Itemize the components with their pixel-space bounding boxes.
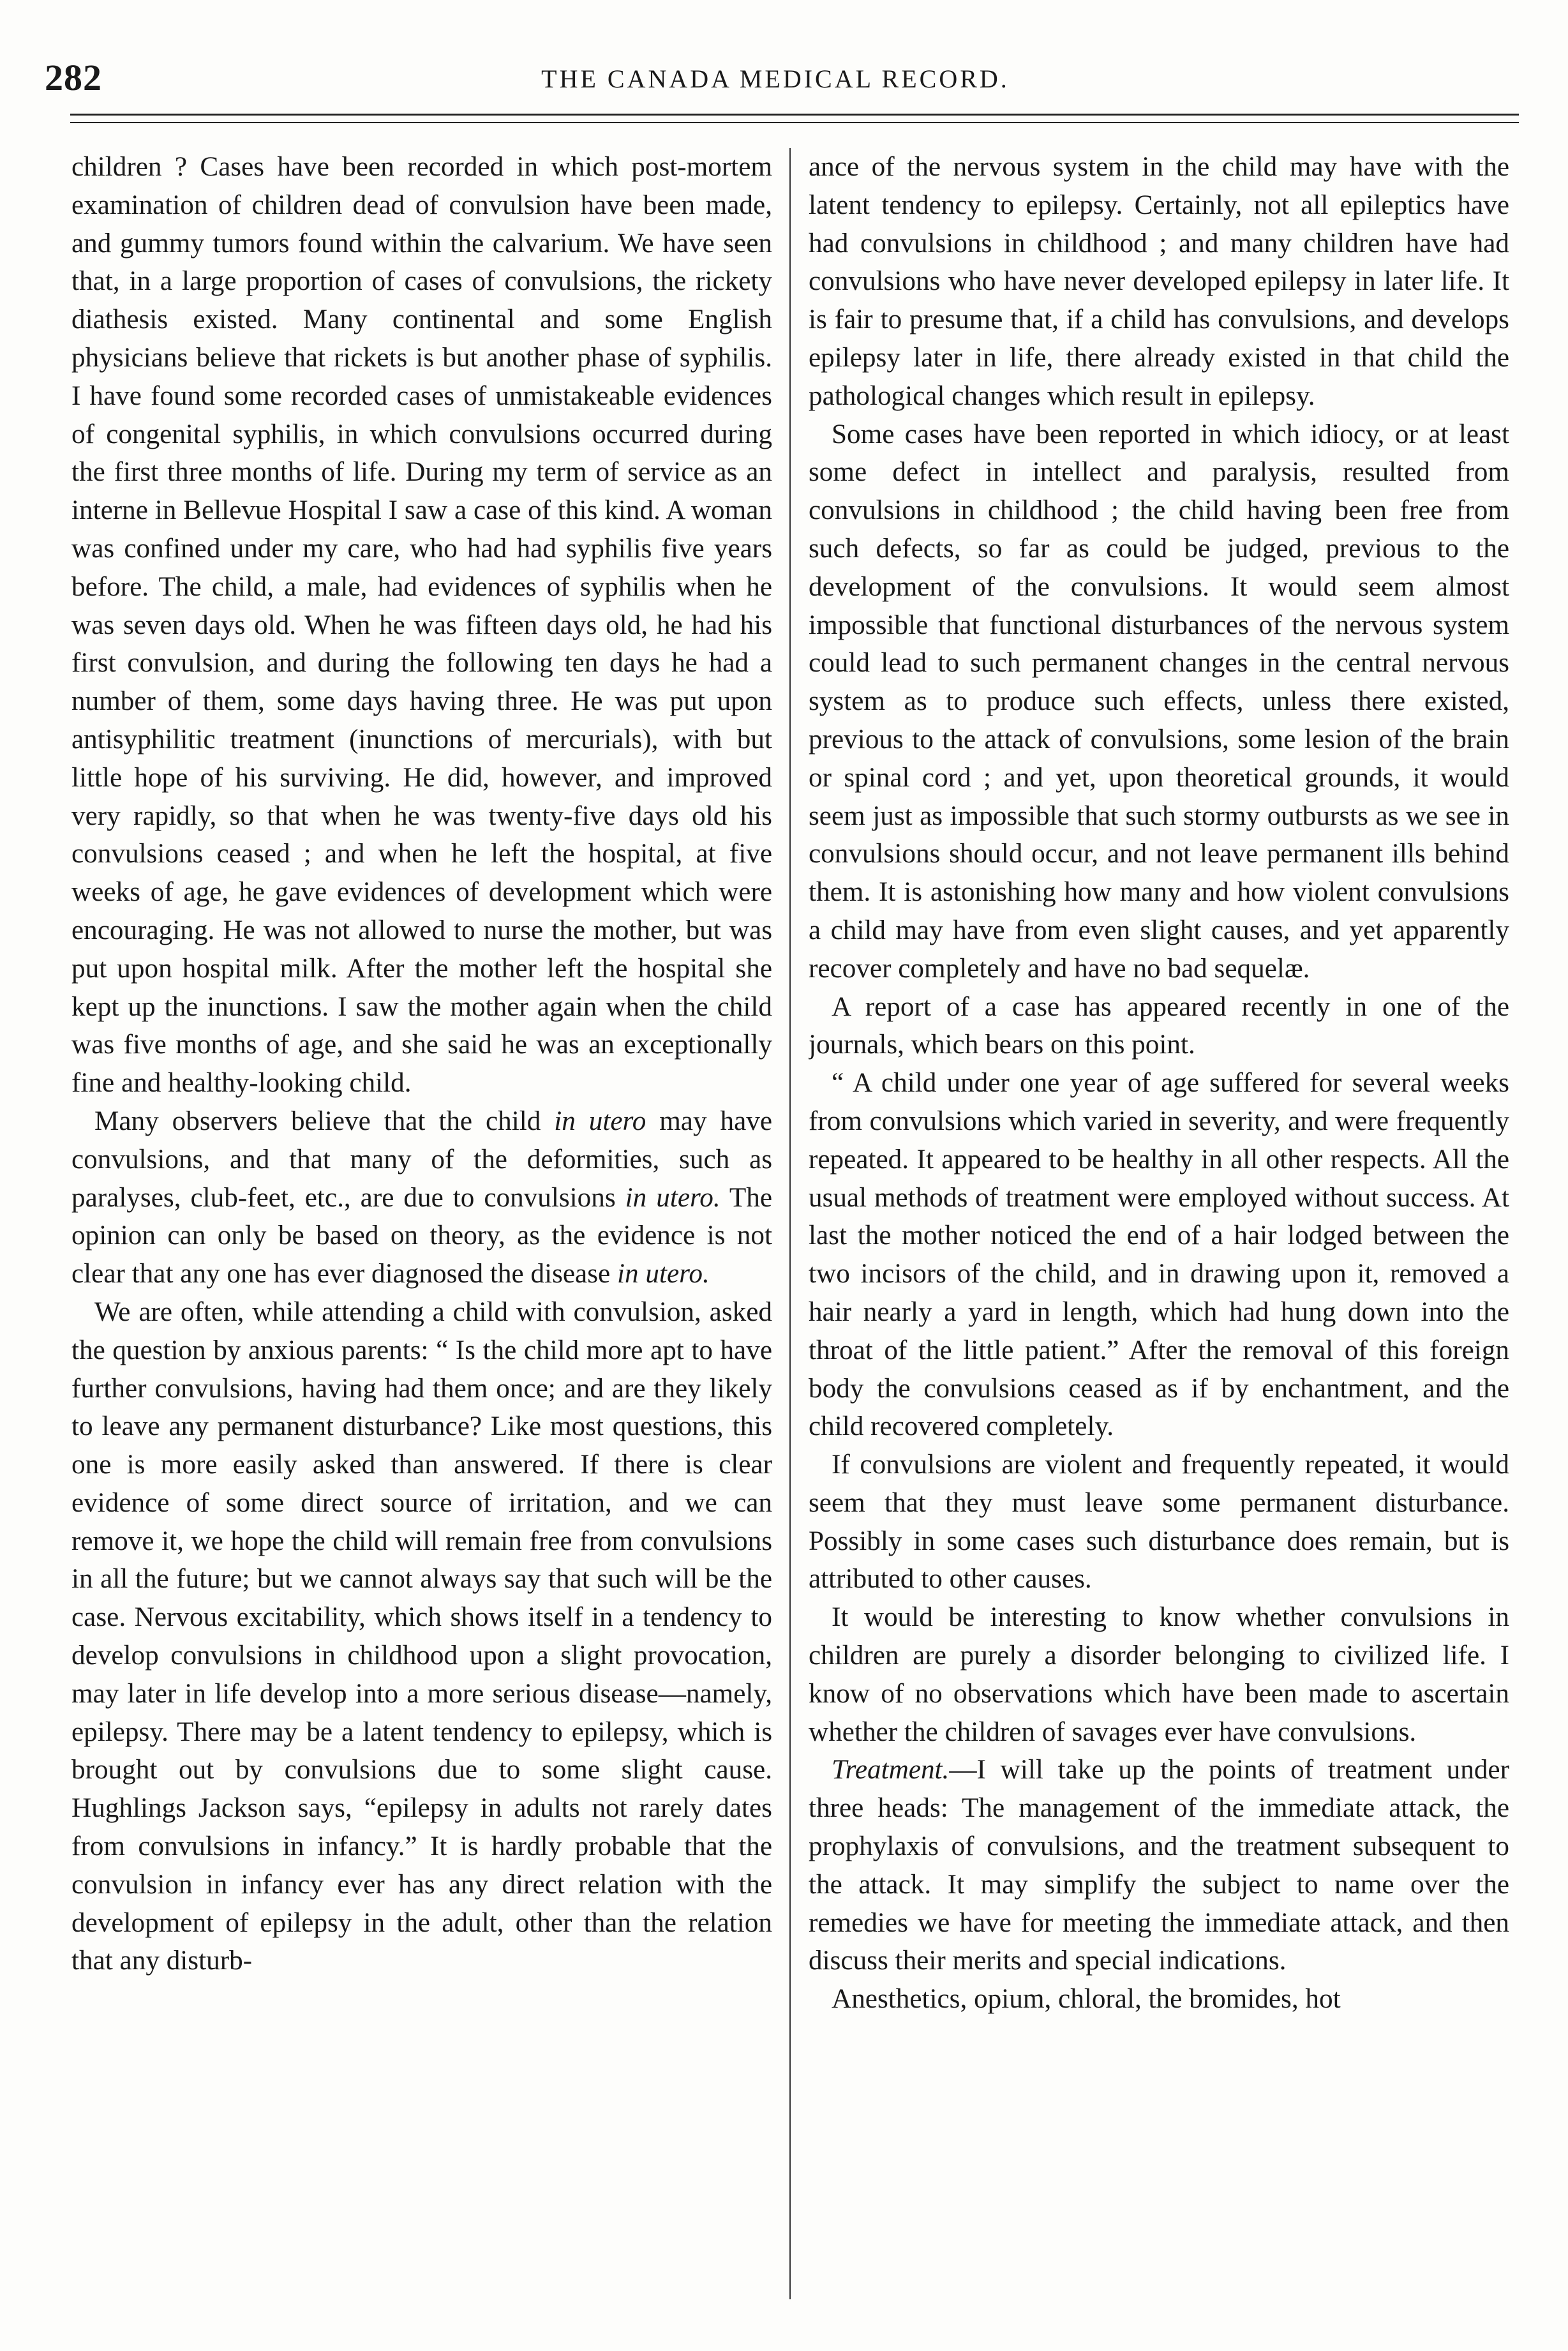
body-text: “ A child under one year of age suffered for several weeks from convulsions which varied in severity, and were frequently repeated. It appeared to be healthy in all other respects. All the usual methods of treatment were employed without success. At last the mother noticed the end of a hair lodged between the two incisors of the child, and in drawing upon it, removed a hair nearly a yard in length, which had hung down into the throat of the little patient.” After the removal of this foreign body the convulsions ceased as if by enchantment, and the child recovered completely. (809, 1068, 1509, 1442)
paragraph (71, 1293, 772, 1980)
body-text: The opinion can only be based on theory, as the evidence is not clear that any one has ever diagnosed the disease (71, 1182, 772, 1289)
paragraph (71, 1102, 772, 1293)
right-column (809, 148, 1509, 2306)
paragraph-continued (71, 148, 772, 1102)
italic-text: in utero. (617, 1259, 710, 1289)
journal-title: THE CANADA MEDICAL RECORD. (541, 64, 1010, 93)
paragraph (809, 1980, 1509, 2018)
body-text: Many observers believe that the child (94, 1106, 555, 1136)
italic-text: Treatment. (832, 1755, 950, 1785)
page-number: 282 (45, 57, 102, 98)
body-text: We are often, while attending a child with convulsion, asked the question by anxious parents: “ Is the child more apt to have further convulsions, having had them once; and are they likely to leave any permanent disturbance? Like most questions, this one is more easily asked than answered. If there is clear evidence of some direct source of irritation, and we can remove it, we hope the child will remain free from convulsions in all the future; but we cannot always say that such will be the case. Nervous excitability, which shows itself in a tendency to develop convulsions in childhood upon a slight provocation, may later in life develop into a more serious disease—namely, epilepsy. There may be a latent tendency to epilepsy, which is brought out by convulsions due to some slight cause. Hughlings Jackson says, “epilepsy in adults not rarely dates from convulsions in infancy.” It is hardly probable that the convulsion in infancy ever has any direct relation with the development of epilepsy in the adult, other than the relation that any disturb- (71, 1296, 772, 1976)
body-text: may have convulsions, and that many of the deformities, such as paralyses, club-feet, etc., are due to convulsions (71, 1106, 772, 1213)
body-text: —I will take up the points of treatment under three heads: The management of the immediate attack, the prophylaxis of convulsions, and the treatment subsequent to the attack. It may simplify the subject to name over the remedies we have for meeting the immediate attack, and then discuss their merits and special indications. (809, 1755, 1509, 1976)
header-rule-thick (70, 114, 1519, 116)
body-text: It would be interesting to know whether convulsions in children are purely a disorder belonging to civilized life. I know of no observations which have been made to ascertain whether the children of savages ever have convulsions. (809, 1602, 1509, 1747)
paragraph (809, 988, 1509, 1065)
header-rule-thin (70, 122, 1519, 123)
body-text: Anesthetics, opium, chloral, the bromides, hot (832, 1984, 1341, 2015)
paragraph-continued (809, 148, 1509, 416)
left-column (71, 148, 772, 2306)
body-text: children ? Cases have been recorded in which post-mortem examination of children dead of convulsion have been made, and gummy tumors found within the calvarium. We have seen that, in a large proportion of cases of convulsions, the rickety diathesis existed. Many continental and some English physicians believe that rickets is but another phase of syphilis. I have found some recorded cases of unmistakeable evidences of congenital syphilis, in which convulsions occurred during the first three months of life. During my term of service as an interne in Bellevue Hospital I saw a case of this kind. A woman was confined under my care, who had had syphilis five years before. The child, a male, had evidences of syphilis when he was seven days old. When he was fifteen days old, he had his first convulsion, and during the following ten days he had a number of them, some days having three. He was put upon antisyphilitic treatment (inunctions of mercurials), with but little hope of his surviving. He did, however, and improved very rapidly, so that when he was twenty-five days old his convulsions ceased ; and when he left the hospital, at five weeks of age, he gave evidences of development which were encouraging. He was not allowed to nurse the mother, but was put upon hospital milk. After the mother left the hospital she kept up the inunctions. I saw the mother again when the child was five months of age, and she said he was an exceptionally fine and healthy-looking child. (71, 152, 772, 1099)
paragraph (809, 1751, 1509, 1980)
paragraph (809, 1064, 1509, 1446)
italic-text: in utero. (625, 1182, 721, 1213)
body-text: ance of the nervous system in the child may have with the latent tendency to epilepsy. Certainly, not all epileptics have had convulsions in childhood ; and many children have had convulsions who have never developed epilepsy in later life. It is fair to presume that, if a child has convulsions, and develops epilepsy later in life, there already existed in that child the pathological changes which result in epilepsy. (809, 152, 1509, 411)
running-header (45, 56, 1506, 107)
column-divider (789, 148, 791, 2299)
paragraph (809, 1446, 1509, 1598)
paragraph (809, 1598, 1509, 1751)
italic-text: in utero (554, 1106, 646, 1136)
body-text: If convulsions are violent and frequently repeated, it would seem that they must leave some permanent disturbance. Possibly in some cases such disturbance does remain, but is attributed to other causes. (809, 1450, 1509, 1595)
body-text: Some cases have been reported in which idiocy, or at least some defect in intellect and paralysis, resulted from convulsions in childhood ; the child having been free from such defects, so far as could be judged, previous to the development of the convulsions. It would seem almost impossible that functional disturbances of the nervous system could lead to such permanent changes in the central nervous system as to produce such effects, unless there existed, previous to the attack of convulsions, some lesion of the brain or spinal cord ; and yet, upon theoretical grounds, it would seem just as impossible that such stormy outbursts as we see in convulsions should occur, and not leave permanent ills behind them. It is astonishing how many and how violent convulsions a child may have from even slight causes, and yet apparently recover completely and have no bad sequelæ. (809, 419, 1509, 984)
body-text: A report of a case has appeared recently in one of the journals, which bears on this point. (809, 991, 1509, 1060)
paragraph (809, 416, 1509, 988)
